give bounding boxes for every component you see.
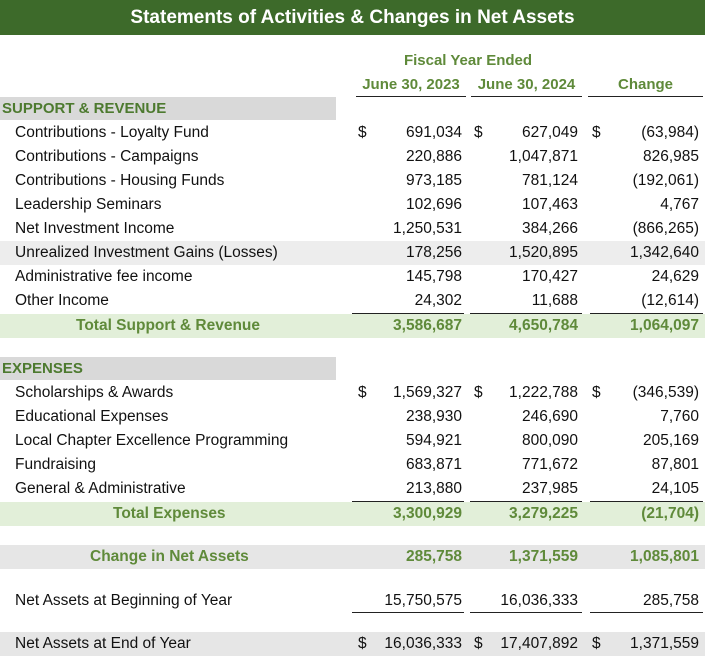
dollar-sign: $ bbox=[358, 384, 367, 401]
value-2023: 213,880 bbox=[405, 480, 462, 497]
value-2023: 238,930 bbox=[405, 408, 462, 425]
value-2024: 384,266 bbox=[521, 220, 578, 237]
value-2023: 102,696 bbox=[405, 196, 462, 213]
row-label: Administrative fee income bbox=[15, 268, 193, 285]
dollar-sign: $ bbox=[474, 384, 483, 401]
value-change: 7,760 bbox=[660, 408, 699, 425]
value-2024: 246,690 bbox=[521, 408, 578, 425]
value-2024: 781,124 bbox=[521, 172, 578, 189]
value-change: 24,629 bbox=[651, 268, 699, 285]
value-2023: 16,036,333 bbox=[384, 635, 462, 652]
column-header-2024: June 30, 2024 bbox=[471, 76, 582, 97]
value-change: 826,985 bbox=[642, 148, 699, 165]
value-change: (12,614) bbox=[641, 292, 699, 309]
table-row bbox=[0, 381, 705, 405]
total-rule bbox=[352, 612, 464, 613]
table-row bbox=[0, 405, 705, 429]
value-2023: 3,586,687 bbox=[393, 317, 462, 334]
value-2024: 800,090 bbox=[521, 432, 578, 449]
total-rule bbox=[470, 612, 582, 613]
value-2023: 594,921 bbox=[405, 432, 462, 449]
value-2023: 178,256 bbox=[405, 244, 462, 261]
row-label: Net Investment Income bbox=[15, 220, 175, 237]
value-change: 285,758 bbox=[642, 592, 699, 609]
fiscal-year-header: Fiscal Year Ended bbox=[403, 52, 533, 69]
value-2024: 4,650,784 bbox=[509, 317, 578, 334]
value-2023: 15,750,575 bbox=[384, 592, 462, 609]
dollar-sign: $ bbox=[474, 635, 483, 652]
value-2024: 1,222,788 bbox=[509, 384, 578, 401]
value-2023: 24,302 bbox=[414, 292, 462, 309]
row-label: Net Assets at End of Year bbox=[15, 635, 191, 652]
row-label: Contributions - Loyalty Fund bbox=[15, 124, 209, 141]
table-row bbox=[0, 477, 705, 501]
dollar-sign: $ bbox=[592, 124, 601, 141]
row-label: Educational Expenses bbox=[15, 408, 169, 425]
total-rule bbox=[590, 612, 703, 613]
row-label: Total Expenses bbox=[113, 505, 226, 522]
row-label: Scholarships & Awards bbox=[15, 384, 174, 401]
value-2023: 683,871 bbox=[405, 456, 462, 473]
change-in-net-assets-row bbox=[0, 545, 705, 569]
value-2024: 107,463 bbox=[521, 196, 578, 213]
value-change: (346,539) bbox=[632, 384, 699, 401]
row-label: Other Income bbox=[15, 292, 109, 309]
section-heading-support: SUPPORT & REVENUE bbox=[0, 97, 336, 120]
row-label: Local Chapter Excellence Programming bbox=[15, 432, 289, 449]
value-2024: 3,279,225 bbox=[509, 505, 578, 522]
value-2024: 1,371,559 bbox=[509, 548, 578, 565]
dollar-sign: $ bbox=[358, 635, 367, 652]
total-support-row bbox=[0, 314, 705, 338]
value-2023: 285,758 bbox=[405, 548, 462, 565]
table-row bbox=[0, 241, 705, 265]
total-expenses-row bbox=[0, 502, 705, 526]
column-header-2023: June 30, 2023 bbox=[356, 76, 466, 97]
column-header-change: Change bbox=[588, 76, 703, 97]
row-label: Total Support & Revenue bbox=[76, 317, 261, 334]
value-2024: 771,672 bbox=[521, 456, 578, 473]
table-row bbox=[0, 145, 705, 169]
dollar-sign: $ bbox=[474, 124, 483, 141]
table-row bbox=[0, 289, 705, 313]
section-heading-expenses: EXPENSES bbox=[0, 357, 336, 380]
value-2024: 16,036,333 bbox=[500, 592, 578, 609]
value-2024: 11,688 bbox=[531, 292, 578, 309]
table-row bbox=[0, 265, 705, 289]
table-row bbox=[0, 429, 705, 453]
value-change: (866,265) bbox=[632, 220, 699, 237]
value-change: (63,984) bbox=[641, 124, 699, 141]
beginning-net-assets-row bbox=[0, 589, 705, 613]
value-change: 24,105 bbox=[651, 480, 699, 497]
value-change: 205,169 bbox=[642, 432, 699, 449]
row-label: Contributions - Campaigns bbox=[15, 148, 199, 165]
value-2024: 627,049 bbox=[521, 124, 578, 141]
table-row bbox=[0, 453, 705, 477]
value-2024: 170,427 bbox=[521, 268, 578, 285]
row-label: Contributions - Housing Funds bbox=[15, 172, 225, 189]
table-row bbox=[0, 121, 705, 145]
value-2023: 220,886 bbox=[405, 148, 462, 165]
dollar-sign: $ bbox=[358, 124, 367, 141]
value-2023: 1,569,327 bbox=[393, 384, 462, 401]
page-title: Statements of Activities & Changes in Net Assets bbox=[0, 0, 705, 35]
value-change: 87,801 bbox=[651, 456, 699, 473]
table-row bbox=[0, 169, 705, 193]
table-row bbox=[0, 217, 705, 241]
value-2023: 691,034 bbox=[405, 124, 462, 141]
value-2023: 1,250,531 bbox=[393, 220, 462, 237]
value-2024: 1,047,871 bbox=[509, 148, 578, 165]
value-2023: 145,798 bbox=[405, 268, 462, 285]
value-2024: 1,520,895 bbox=[509, 244, 578, 261]
row-label: General & Administrative bbox=[15, 480, 186, 497]
row-label: Change in Net Assets bbox=[90, 548, 249, 565]
value-2023: 973,185 bbox=[405, 172, 462, 189]
row-label: Fundraising bbox=[15, 456, 96, 473]
value-change: 1,064,097 bbox=[630, 317, 699, 334]
value-2024: 17,407,892 bbox=[500, 635, 578, 652]
row-label: Unrealized Investment Gains (Losses) bbox=[15, 244, 278, 261]
value-change: (192,061) bbox=[632, 172, 699, 189]
dollar-sign: $ bbox=[592, 384, 601, 401]
row-label: Leadership Seminars bbox=[15, 196, 162, 213]
row-label: Net Assets at Beginning of Year bbox=[15, 592, 233, 609]
value-change: (21,704) bbox=[641, 505, 699, 522]
value-change: 1,371,559 bbox=[630, 635, 699, 652]
ending-net-assets-row bbox=[0, 632, 705, 656]
dollar-sign: $ bbox=[592, 635, 601, 652]
value-2023: 3,300,929 bbox=[393, 505, 462, 522]
table-row bbox=[0, 193, 705, 217]
value-2024: 237,985 bbox=[521, 480, 578, 497]
value-change: 1,085,801 bbox=[630, 548, 699, 565]
value-change: 4,767 bbox=[660, 196, 699, 213]
value-change: 1,342,640 bbox=[630, 244, 699, 261]
